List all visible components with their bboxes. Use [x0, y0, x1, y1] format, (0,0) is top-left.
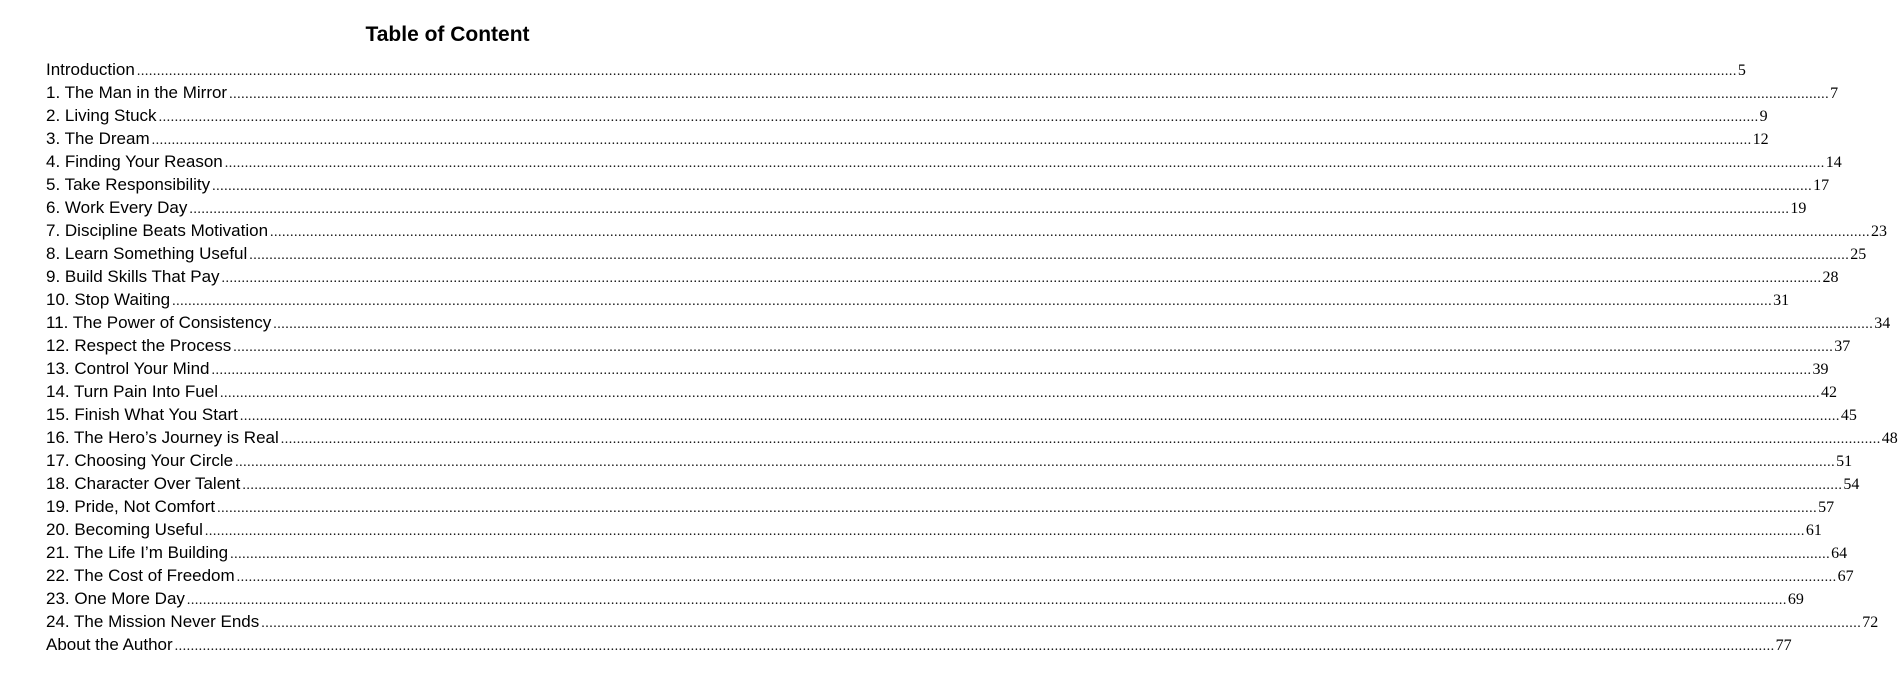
toc-entry-page-number: 48: [1881, 430, 1898, 447]
toc-entry-label: 24. The Mission Never Ends: [46, 612, 260, 631]
toc-dot-leader: ................................................................................................................................................................................................................................................................................................................................................................................................................: [158, 110, 1759, 125]
toc-entry-page-number: 7: [1830, 85, 1839, 102]
toc-entry: [46, 127, 1769, 150]
toc-dot-leader: ................................................................................................................................................................................................................................................................................................................................................................................................................: [236, 570, 1837, 585]
toc-entry-label: About the Author: [46, 635, 173, 654]
toc-entry-label: Introduction: [46, 60, 135, 79]
toc-entry-label: 7. Discipline Beats Motivation: [46, 221, 269, 240]
toc-entry: [46, 518, 1822, 541]
toc-dot-leader: ................................................................................................................................................................................................................................................................................................................................................................................................................: [280, 432, 1881, 447]
toc-entry: [46, 633, 1792, 656]
toc-entry-page-number: 25: [1850, 246, 1867, 263]
toc-entry-label: 4. Finding Your Reason: [46, 152, 223, 171]
toc-entry-label: 22. The Cost of Freedom: [46, 566, 235, 585]
toc-entry: [46, 150, 1842, 173]
toc-entry: [46, 311, 1891, 334]
toc-entry-page-number: 28: [1822, 269, 1839, 286]
toc-entry-page-number: 31: [1773, 292, 1790, 309]
toc-entry-page-number: 64: [1831, 545, 1848, 562]
toc-entry-label: 21. The Life I’m Building: [46, 543, 229, 562]
toc-dot-leader: ................................................................................................................................................................................................................................................................................................................................................................................................................: [136, 64, 1737, 79]
toc-entry: [46, 426, 1898, 449]
page-title: Table of Content: [365, 23, 530, 46]
toc-entry-label: 23. One More Day: [46, 589, 185, 608]
toc-dot-leader: ................................................................................................................................................................................................................................................................................................................................................................................................................: [221, 271, 1822, 286]
toc-entry-page-number: 45: [1840, 407, 1857, 424]
toc-entry: [46, 242, 1867, 265]
toc-entry-page-number: 51: [1836, 453, 1853, 470]
toc-list: [46, 58, 1898, 656]
toc-dot-leader: ................................................................................................................................................................................................................................................................................................................................................................................................................: [217, 501, 1818, 516]
toc-dot-leader: ................................................................................................................................................................................................................................................................................................................................................................................................................: [229, 87, 1830, 102]
toc-entry-label: 14. Turn Pain Into Fuel: [46, 382, 218, 401]
toc-dot-leader: ................................................................................................................................................................................................................................................................................................................................................................................................................: [242, 478, 1843, 493]
toc-entry: [46, 610, 1879, 633]
toc-dot-leader: ................................................................................................................................................................................................................................................................................................................................................................................................................: [224, 156, 1825, 171]
toc-entry-label: 8. Learn Something Useful: [46, 244, 248, 263]
toc-dot-leader: ................................................................................................................................................................................................................................................................................................................................................................................................................: [204, 524, 1805, 539]
toc-entry-page-number: 23: [1871, 223, 1888, 240]
toc-entry-page-number: 12: [1752, 131, 1769, 148]
toc-entry: [46, 173, 1830, 196]
toc-entry-page-number: 61: [1805, 522, 1822, 539]
toc-entry-label: 3. The Dream: [46, 129, 150, 148]
toc-entry: [46, 219, 1888, 242]
toc-entry-label: 11. The Power of Consistency: [46, 313, 272, 332]
toc-entry-page-number: 54: [1843, 476, 1860, 493]
toc-entry-label: 18. Character Over Talent: [46, 474, 241, 493]
toc-dot-leader: ................................................................................................................................................................................................................................................................................................................................................................................................................: [270, 225, 1871, 240]
toc-entry-label: 2. Living Stuck: [46, 106, 157, 125]
toc-entry-label: 5. Take Responsibility: [46, 175, 211, 194]
toc-entry: [46, 104, 1768, 127]
toc-dot-leader: ................................................................................................................................................................................................................................................................................................................................................................................................................: [235, 455, 1836, 470]
toc-dot-leader: ................................................................................................................................................................................................................................................................................................................................................................................................................: [151, 133, 1752, 148]
toc-entry-page-number: 19: [1790, 200, 1807, 217]
toc-entry: [46, 58, 1746, 81]
toc-dot-leader: ................................................................................................................................................................................................................................................................................................................................................................................................................: [174, 639, 1775, 654]
toc-dot-leader: ................................................................................................................................................................................................................................................................................................................................................................................................................: [230, 547, 1831, 562]
toc-dot-leader: ................................................................................................................................................................................................................................................................................................................................................................................................................: [211, 363, 1812, 378]
toc-entry: [46, 265, 1839, 288]
toc-entry-label: 13. Control Your Mind: [46, 359, 210, 378]
toc-entry-label: 20. Becoming Useful: [46, 520, 203, 539]
toc-entry-label: 1. The Man in the Mirror: [46, 83, 228, 102]
toc-entry-page-number: 9: [1759, 108, 1768, 125]
toc-entry-page-number: 5: [1737, 62, 1746, 79]
toc-entry: [46, 357, 1829, 380]
toc-entry-page-number: 42: [1821, 384, 1837, 401]
toc-entry-page-number: 39: [1812, 361, 1829, 378]
toc-entry-label: 6. Work Every Day: [46, 198, 188, 217]
toc-entry: [46, 564, 1854, 587]
toc-entry: [46, 541, 1848, 564]
toc-entry-label: 15. Finish What You Start: [46, 405, 238, 424]
toc-entry-page-number: 77: [1775, 637, 1792, 654]
toc-entry-page-number: 14: [1825, 154, 1842, 171]
toc-entry: [46, 334, 1851, 357]
toc-entry: [46, 472, 1860, 495]
toc-dot-leader: ................................................................................................................................................................................................................................................................................................................................................................................................................: [186, 593, 1787, 608]
toc-entry: [46, 288, 1790, 311]
toc-dot-leader: ................................................................................................................................................................................................................................................................................................................................................................................................................: [189, 202, 1790, 217]
toc-entry-label: 9. Build Skills That Pay: [46, 267, 220, 286]
toc-dot-leader: ................................................................................................................................................................................................................................................................................................................................................................................................................: [233, 340, 1834, 355]
toc-entry-page-number: 67: [1837, 568, 1854, 585]
toc-dot-leader: ................................................................................................................................................................................................................................................................................................................................................................................................................: [261, 616, 1862, 631]
toc-dot-leader: ................................................................................................................................................................................................................................................................................................................................................................................................................: [273, 317, 1874, 332]
toc-entry-page-number: 34: [1874, 315, 1891, 332]
toc-entry-page-number: 37: [1834, 338, 1851, 355]
toc-entry-label: 10. Stop Waiting: [46, 290, 171, 309]
toc-entry: [46, 587, 1804, 610]
toc-entry-label: 17. Choosing Your Circle: [46, 451, 234, 470]
toc-entry-page-number: 72: [1862, 614, 1879, 631]
toc-dot-leader: ................................................................................................................................................................................................................................................................................................................................................................................................................: [249, 248, 1850, 263]
toc-entry-label: 16. The Hero’s Journey is Real: [46, 428, 279, 447]
toc-entry: [46, 81, 1839, 104]
toc-entry-page-number: 69: [1787, 591, 1804, 608]
toc-entry: [46, 380, 1837, 403]
toc-entry-page-number: 57: [1818, 499, 1835, 516]
toc-dot-leader: ................................................................................................................................................................................................................................................................................................................................................................................................................: [212, 179, 1813, 194]
toc-entry: [46, 196, 1807, 219]
toc-entry: [46, 403, 1857, 426]
toc-entry-label: 12. Respect the Process: [46, 336, 232, 355]
toc-entry: [46, 495, 1835, 518]
toc-dot-leader: ................................................................................................................................................................................................................................................................................................................................................................................................................: [220, 386, 1820, 401]
toc-dot-leader: ................................................................................................................................................................................................................................................................................................................................................................................................................: [172, 294, 1773, 309]
toc-entry: [46, 449, 1853, 472]
toc-entry-label: 19. Pride, Not Comfort: [46, 497, 216, 516]
toc-entry-page-number: 17: [1813, 177, 1830, 194]
toc-dot-leader: ................................................................................................................................................................................................................................................................................................................................................................................................................: [239, 409, 1840, 424]
